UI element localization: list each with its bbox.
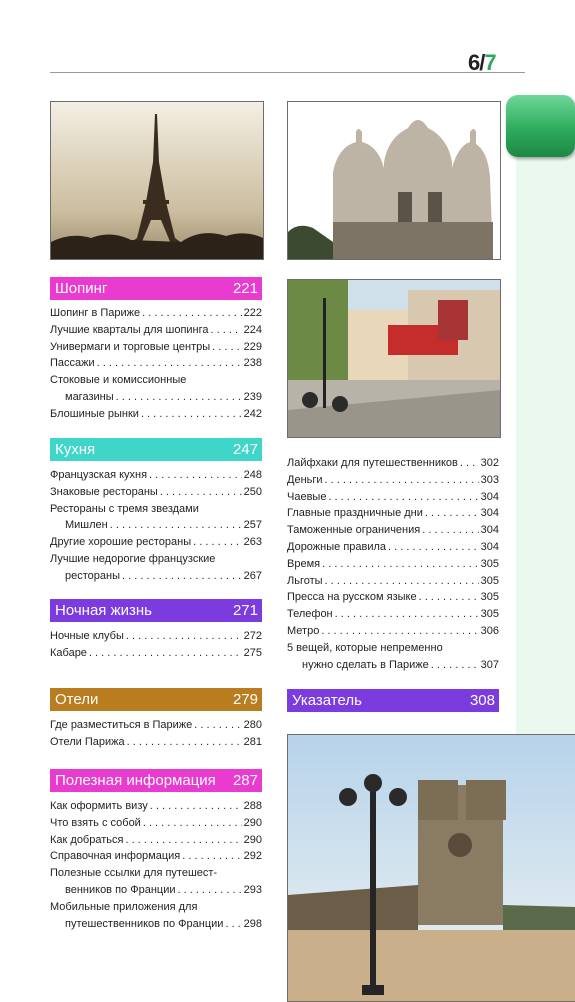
toc-entry[interactable]: Ночные клубы . . . 272: [50, 628, 262, 645]
hotels-list: [50, 717, 262, 751]
useful-info-continued-list: [287, 455, 499, 673]
toc-entry[interactable]: Главные праздничные дни . . . 304: [287, 505, 499, 522]
toc-entry[interactable]: Как добраться . . . 290: [50, 832, 262, 849]
toc-entry[interactable]: Лучшие кварталы для шопинга . . . 224: [50, 322, 262, 339]
section-page: 221: [232, 280, 258, 297]
section-page: 247: [232, 441, 258, 458]
toc-entry[interactable]: Деньги . . . 303: [287, 472, 499, 489]
toc-entry[interactable]: Полезные ссылки для путешест- венников по Франции . . . 293: [50, 865, 262, 899]
useful-info-list: [50, 798, 262, 932]
section-title: Кухня: [55, 441, 96, 458]
toc-entry[interactable]: Кабаре . . . 275: [50, 645, 262, 662]
section-header-index[interactable]: [287, 689, 499, 712]
toc-entry[interactable]: Универмаги и торговые центры . . . 229: [50, 339, 262, 356]
header-rule: [50, 72, 525, 73]
moulin-rouge-street-photo: [287, 279, 501, 438]
toc-entry[interactable]: Таможенные ограничения . . . 304: [287, 522, 499, 539]
toc-entry[interactable]: Дорожные правила . . . 304: [287, 539, 499, 556]
eiffel-tower-photo: [50, 101, 264, 260]
toc-entry[interactable]: Стоковые и комиссионные магазины . . . 239: [50, 372, 262, 406]
toc-entry[interactable]: Пресса на русском языке . . . 305: [287, 589, 499, 606]
section-header-shopping[interactable]: [50, 277, 262, 300]
toc-entry[interactable]: Чаевые . . . 304: [287, 489, 499, 506]
section-header-useful-info[interactable]: [50, 769, 262, 792]
cuisine-list: [50, 467, 262, 585]
toc-entry[interactable]: Отели Парижа . . . 281: [50, 734, 262, 751]
section-header-hotels[interactable]: [50, 688, 262, 711]
toc-entry[interactable]: Пассажи . . . 238: [50, 355, 262, 372]
toc-entry[interactable]: Справочная информация . . . 292: [50, 848, 262, 865]
toc-entry[interactable]: Льготы . . . 305: [287, 573, 499, 590]
toc-entry[interactable]: Лайфхаки для путешественников . . . 302: [287, 455, 499, 472]
section-page: 287: [232, 772, 258, 789]
toc-entry[interactable]: Знаковые рестораны . . . 250: [50, 484, 262, 501]
toc-entry[interactable]: Блошиные рынки . . . 242: [50, 406, 262, 423]
toc-entry[interactable]: Другие хорошие рестораны . . . 263: [50, 534, 262, 551]
sacre-coeur-photo: [287, 101, 501, 260]
toc-entry[interactable]: Шопинг в Париже . . . 222: [50, 305, 262, 322]
section-page: 308: [469, 692, 495, 709]
section-title: Указатель: [292, 692, 362, 709]
toc-entry[interactable]: Время . . . 305: [287, 556, 499, 573]
toc-entry[interactable]: Рестораны с тремя звездами Мишлен . . . 257: [50, 501, 262, 535]
section-header-cuisine[interactable]: [50, 438, 262, 461]
toc-entry[interactable]: Мобильные приложения для путешественников по Франции . . . 298: [50, 899, 262, 933]
section-title: Ночная жизнь: [55, 602, 152, 619]
section-title: Отели: [55, 691, 99, 708]
nightlife-list: [50, 628, 262, 662]
section-page: 279: [232, 691, 258, 708]
toc-entry[interactable]: Что взять с собой . . . 290: [50, 815, 262, 832]
shopping-list: [50, 305, 262, 423]
notre-dame-photo: [287, 734, 575, 1002]
toc-entry[interactable]: Метро . . . 306: [287, 623, 499, 640]
page-number: 6/7: [468, 50, 496, 75]
section-header-nightlife[interactable]: [50, 599, 262, 622]
section-page: 271: [232, 602, 258, 619]
section-title: Полезная информация: [55, 772, 216, 789]
section-title: Шопинг: [55, 280, 108, 297]
chapter-tab: [506, 95, 575, 157]
toc-entry[interactable]: Как оформить визу . . . 288: [50, 798, 262, 815]
toc-entry[interactable]: Французская кухня . . . 248: [50, 467, 262, 484]
toc-entry[interactable]: Лучшие недорогие французские рестораны . . . 267: [50, 551, 262, 585]
toc-entry[interactable]: Телефон . . . 305: [287, 606, 499, 623]
toc-entry[interactable]: Где разместиться в Париже . . . 280: [50, 717, 262, 734]
toc-entry[interactable]: 5 вещей, которые непременно нужно сделать в Париже . . . 307: [287, 640, 499, 674]
